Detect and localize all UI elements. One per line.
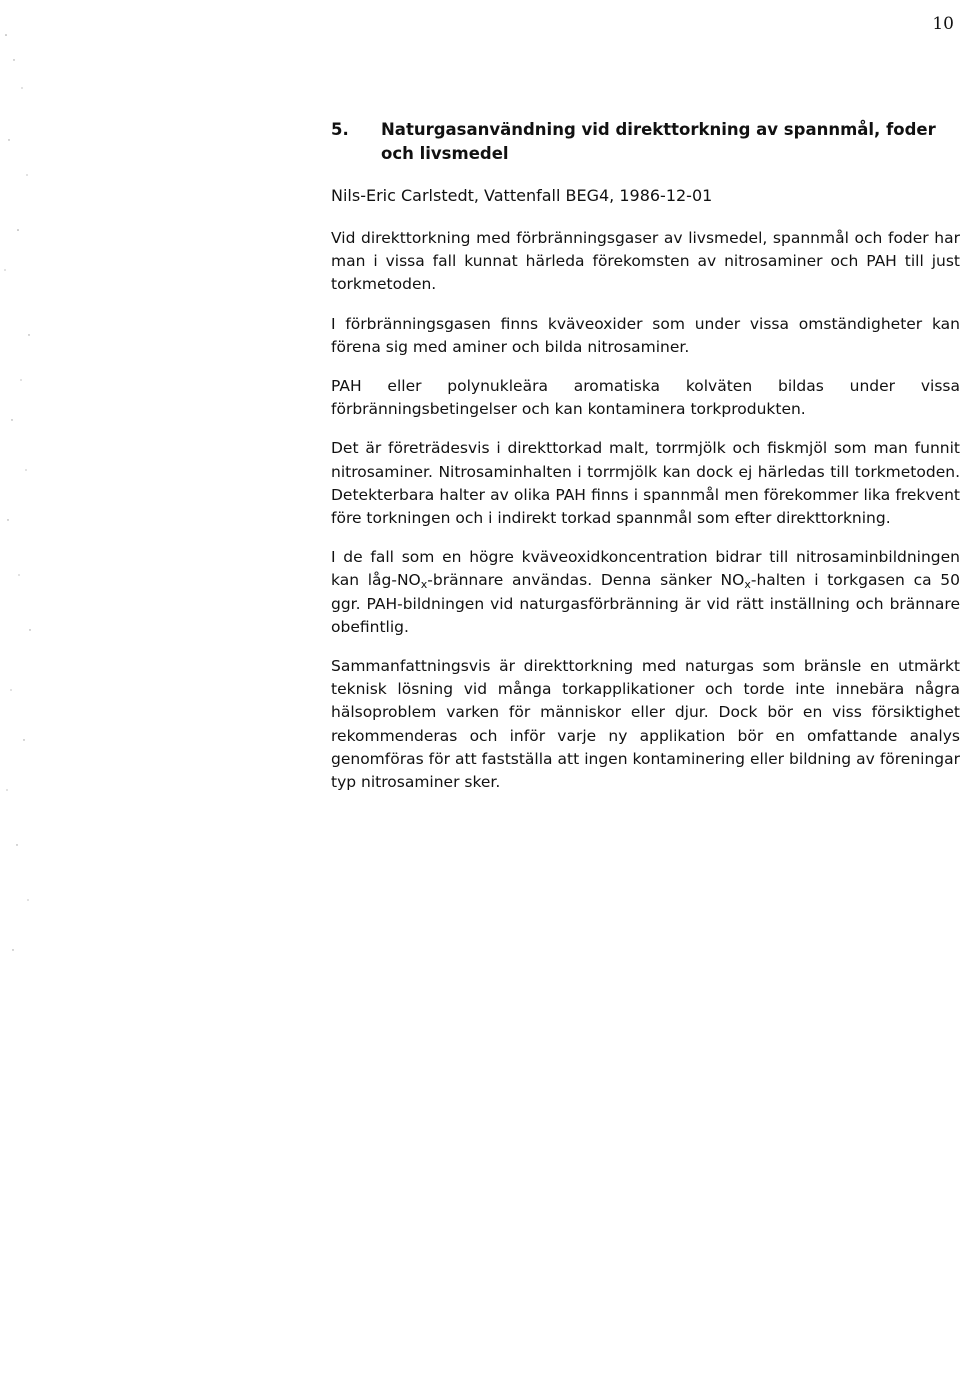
document-body <box>331 118 960 810</box>
paragraph-4: Det är företrädesvis i direkttorkad malt, torrmjölk och fiskmjöl som man funnit nitrosaminer. Nitrosaminhalten i torrmjölk kan dock ej härledas till torkmetoden. Detekterbara halter av olika PAH finns i spannmål men förekommer lika frekvent före torkningen och i indirekt torkad spannmål som efter direkttorkning. <box>331 439 960 528</box>
paragraph-3: PAH eller polynukleära aromatiska kolväten bildas under vissa förbränningsbetingelser och kan kontaminera torkprodukten. <box>331 377 960 419</box>
nox-subscript-1: x <box>420 578 428 592</box>
section-number: 5. <box>331 120 349 139</box>
paragraph-1: Vid direkttorkning med förbränningsgaser av livsmedel, spannmål och foder har man i vissa fall kunnat härleda förekomsten av nitrosaminer och PAH till just torkmetoden. <box>331 229 960 294</box>
author-line: Nils-Eric Carlstedt, Vattenfall BEG4, 1986-12-01 <box>331 186 713 205</box>
paragraph-2: I förbränningsgasen finns kväveoxider som under vissa omständigheter kan förena sig med aminer och bilda nitrosaminer. <box>331 314 960 356</box>
paragraph-5-part-1: I de fall som en högre kväveoxidkoncentration bidrar till nitrosaminbildningen kan låg-NO <box>331 548 960 590</box>
paragraph-5-part-3: -halten i torkgasen ca 50 ggr. PAH-bildningen vid naturgasförbränning är vid rätt inställning och brännare obefintlig. <box>331 571 960 636</box>
section-heading <box>331 118 960 166</box>
paragraph-5-part-2: -brännare användas. Denna sänker NO <box>427 571 745 590</box>
paragraph-5 <box>331 546 960 639</box>
page-number: 10 <box>932 14 954 34</box>
scan-noise-left-margin <box>0 0 40 1000</box>
section-title: Naturgasanvändning vid direkttorkning av spannmål, foder och livsmedel <box>381 120 936 163</box>
nox-subscript-2: x <box>744 578 751 592</box>
paragraph-6: Sammanfattningsvis är direkttorkning med naturgas som bränsle en utmärkt teknisk lösning vid många torkapplikationer och torde inte innebära några hälsoproblem varken för människor eller djur. Dock bör en viss försiktighet rekommenderas och inför varje ny applikation bör en omfattande analys genomföras för att fastställa att ingen kontaminering eller bildning av föreningar typ nitrosaminer sker. <box>331 657 960 792</box>
